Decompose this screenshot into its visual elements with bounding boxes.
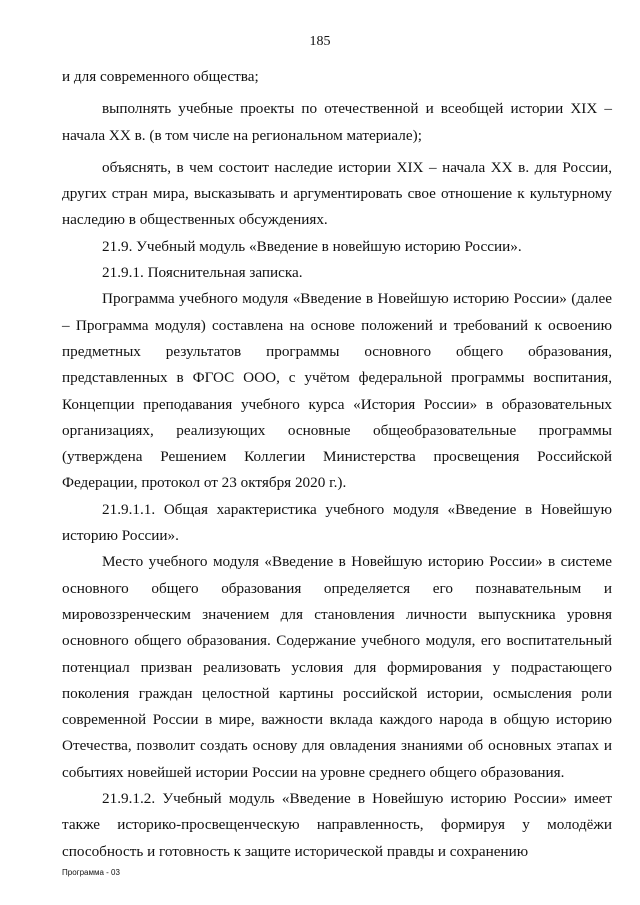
paragraph-heritage: объяснять, в чем состоит наследие истории XIX – начала XX в. для России, других стран мира, высказывать и аргументировать свое отношение к культурному наследию в общественных обсуждениях. xyxy=(62,158,612,229)
section-heading-21-9: 21.9. Учебный модуль «Введение в новейшую историю России». xyxy=(102,237,522,255)
paragraph-learning-projects: выполнять учебные проекты по отечественной и всеобщей истории XIX – начала XX в. (в том числе на региональном материале); xyxy=(62,100,612,144)
paragraph-continuation: и для современного общества; xyxy=(62,68,259,85)
subsection-heading-21-9-1: 21.9.1. Пояснительная записка. xyxy=(102,264,303,282)
page-footer: Программа - 03 xyxy=(62,868,120,877)
paragraph-module-place: Место учебного модуля «Введение в Новейшую историю России» в системе основного общего образования определяется его познавательным и мировоззренческим значением для становления личности выпускника уровня основного общего образования. Содержание учебного модуля, его воспитательный потенциал призван реализовать условия для формирования у подрастающего поколения граждан целостной картины российской истории, осмысления роли современной России в мире, важности вклада каждого народа в общую историю Отечества, позволит создать основу для овладения знаниями об основных этапах и событиях новейшей истории России на уровне среднего общего образования. xyxy=(62,553,612,781)
page-number: 185 xyxy=(309,34,331,49)
subsection-heading-21-9-1-1: 21.9.1.1. Общая характеристика учебного модуля «Введение в Новейшую историю России». xyxy=(62,500,612,545)
paragraph-module-orientation: 21.9.1.2. Учебный модуль «Введение в Новейшую историю России» имеет также историко-просвещенческую направленность, формируя у молодёжи способность и готовность к защите исторической правды и сохранению xyxy=(62,790,612,860)
paragraph-program-basis: Программа учебного модуля «Введение в Новейшую историю России» (далее – Программа модуля) составлена на основе положений и требований к освоению предметных результатов программы основного общего образования, представленных в ФГОС ООО, с учётом федеральной программы воспитания, Концепции преподавания учебного курса «История России» в образовательных организациях, реализующих основные общеобразовательные программы (утверждена Решением Коллегии Министерства просвещения Российской Федерации, протокол от 23 октября 2020 г.). xyxy=(62,290,612,492)
document-body xyxy=(62,64,612,865)
